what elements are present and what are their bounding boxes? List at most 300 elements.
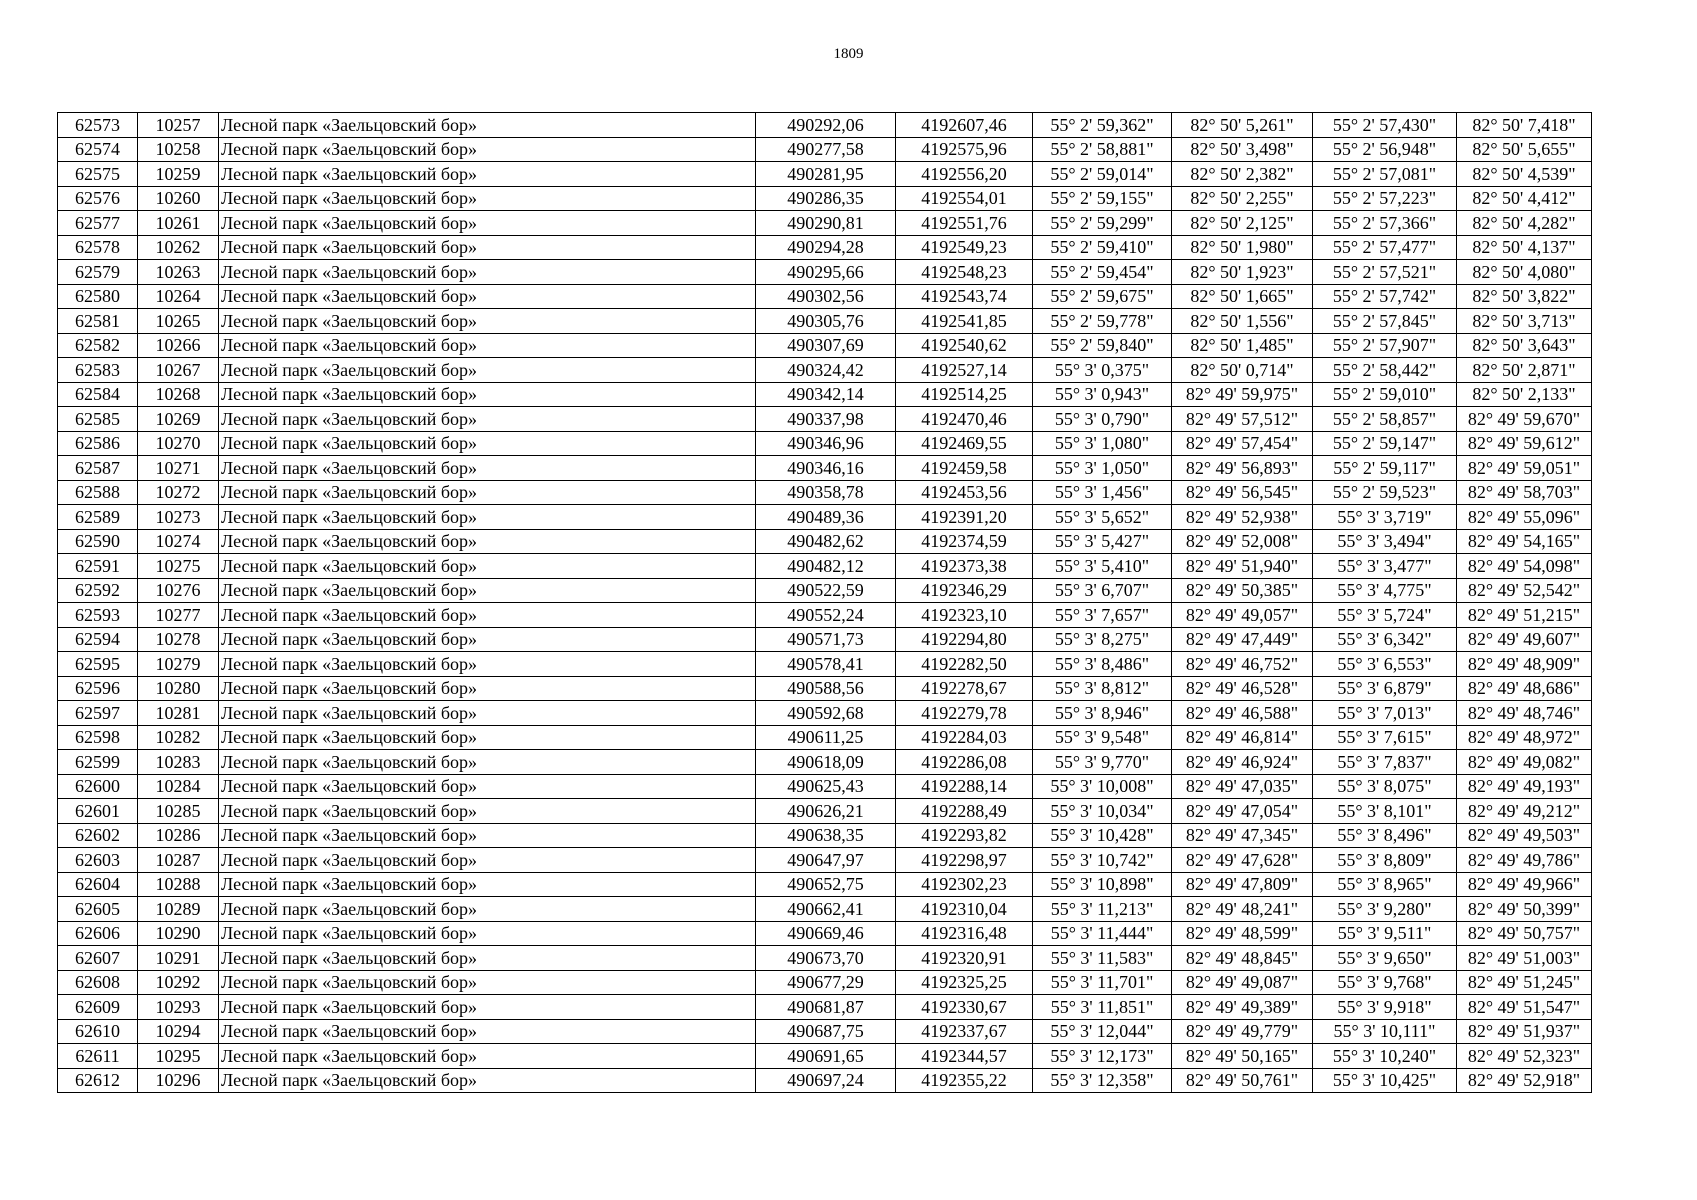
point-number-cell: 10265 (138, 309, 219, 334)
point-number-cell: 10272 (138, 480, 219, 505)
latitude-2-cell: 55° 3' 8,075" (1313, 774, 1457, 799)
point-number-cell: 10283 (138, 750, 219, 775)
row-number-cell: 62610 (58, 1019, 138, 1044)
latitude-1-cell: 55° 3' 0,375" (1033, 358, 1172, 383)
latitude-1-cell: 55° 3' 12,044" (1033, 1019, 1172, 1044)
latitude-1-cell: 55° 3' 1,456" (1033, 480, 1172, 505)
table-row (58, 676, 1592, 701)
table-row (58, 603, 1592, 628)
longitude-1-cell: 82° 49' 52,938" (1172, 505, 1313, 530)
row-number-cell: 62592 (58, 578, 138, 603)
point-number-cell: 10276 (138, 578, 219, 603)
latitude-2-cell: 55° 2' 59,010" (1313, 382, 1457, 407)
object-name-cell: Лесной парк «Заельцовский бор» (219, 897, 756, 922)
longitude-2-cell: 82° 49' 59,051" (1457, 456, 1592, 481)
longitude-2-cell: 82° 49' 52,542" (1457, 578, 1592, 603)
x-coordinate-cell: 490489,36 (756, 505, 896, 530)
object-name-cell: Лесной парк «Заельцовский бор» (219, 1068, 756, 1093)
row-number-cell: 62598 (58, 725, 138, 750)
point-number-cell: 10285 (138, 799, 219, 824)
table-row (58, 921, 1592, 946)
longitude-1-cell: 82° 50' 2,125" (1172, 211, 1313, 236)
y-coordinate-cell: 4192344,57 (896, 1044, 1033, 1069)
y-coordinate-cell: 4192540,62 (896, 333, 1033, 358)
longitude-2-cell: 82° 49' 51,003" (1457, 946, 1592, 971)
x-coordinate-cell: 490611,25 (756, 725, 896, 750)
longitude-1-cell: 82° 49' 56,893" (1172, 456, 1313, 481)
latitude-2-cell: 55° 3' 4,775" (1313, 578, 1457, 603)
y-coordinate-cell: 4192541,85 (896, 309, 1033, 334)
latitude-1-cell: 55° 3' 11,851" (1033, 995, 1172, 1020)
latitude-1-cell: 55° 2' 58,881" (1033, 137, 1172, 162)
latitude-2-cell: 55° 2' 57,366" (1313, 211, 1457, 236)
table-row (58, 1019, 1592, 1044)
table-row (58, 137, 1592, 162)
y-coordinate-cell: 4192279,78 (896, 701, 1033, 726)
y-coordinate-cell: 4192527,14 (896, 358, 1033, 383)
row-number-cell: 62602 (58, 823, 138, 848)
latitude-2-cell: 55° 3' 7,837" (1313, 750, 1457, 775)
longitude-2-cell: 82° 49' 50,757" (1457, 921, 1592, 946)
longitude-2-cell: 82° 49' 49,607" (1457, 627, 1592, 652)
longitude-2-cell: 82° 49' 51,547" (1457, 995, 1592, 1020)
point-number-cell: 10292 (138, 970, 219, 995)
page-number: 1809 (833, 46, 864, 62)
longitude-2-cell: 82° 49' 54,165" (1457, 529, 1592, 554)
x-coordinate-cell: 490588,56 (756, 676, 896, 701)
row-number-cell: 62575 (58, 162, 138, 187)
x-coordinate-cell: 490358,78 (756, 480, 896, 505)
latitude-2-cell: 55° 3' 8,965" (1313, 872, 1457, 897)
object-name-cell: Лесной парк «Заельцовский бор» (219, 431, 756, 456)
row-number-cell: 62586 (58, 431, 138, 456)
point-number-cell: 10289 (138, 897, 219, 922)
point-number-cell: 10257 (138, 113, 219, 138)
table-row (58, 799, 1592, 824)
table-row (58, 113, 1592, 138)
point-number-cell: 10294 (138, 1019, 219, 1044)
latitude-1-cell: 55° 3' 11,583" (1033, 946, 1172, 971)
x-coordinate-cell: 490302,56 (756, 284, 896, 309)
object-name-cell: Лесной парк «Заельцовский бор» (219, 578, 756, 603)
latitude-1-cell: 55° 3' 1,050" (1033, 456, 1172, 481)
x-coordinate-cell: 490346,16 (756, 456, 896, 481)
y-coordinate-cell: 4192323,10 (896, 603, 1033, 628)
longitude-2-cell: 82° 49' 49,503" (1457, 823, 1592, 848)
y-coordinate-cell: 4192310,04 (896, 897, 1033, 922)
y-coordinate-cell: 4192514,25 (896, 382, 1033, 407)
longitude-2-cell: 82° 49' 49,082" (1457, 750, 1592, 775)
table-row (58, 652, 1592, 677)
y-coordinate-cell: 4192554,01 (896, 186, 1033, 211)
latitude-2-cell: 55° 2' 57,081" (1313, 162, 1457, 187)
longitude-1-cell: 82° 49' 48,845" (1172, 946, 1313, 971)
x-coordinate-cell: 490673,70 (756, 946, 896, 971)
latitude-1-cell: 55° 3' 8,812" (1033, 676, 1172, 701)
point-number-cell: 10270 (138, 431, 219, 456)
object-name-cell: Лесной парк «Заельцовский бор» (219, 750, 756, 775)
table-row (58, 235, 1592, 260)
x-coordinate-cell: 490482,12 (756, 554, 896, 579)
x-coordinate-cell: 490286,35 (756, 186, 896, 211)
latitude-1-cell: 55° 2' 59,410" (1033, 235, 1172, 260)
latitude-2-cell: 55° 3' 9,918" (1313, 995, 1457, 1020)
object-name-cell: Лесной парк «Заельцовский бор» (219, 137, 756, 162)
latitude-2-cell: 55° 3' 9,280" (1313, 897, 1457, 922)
latitude-2-cell: 55° 3' 6,553" (1313, 652, 1457, 677)
latitude-2-cell: 55° 3' 9,768" (1313, 970, 1457, 995)
y-coordinate-cell: 4192543,74 (896, 284, 1033, 309)
row-number-cell: 62609 (58, 995, 138, 1020)
longitude-2-cell: 82° 49' 52,323" (1457, 1044, 1592, 1069)
longitude-1-cell: 82° 49' 51,940" (1172, 554, 1313, 579)
longitude-1-cell: 82° 49' 47,449" (1172, 627, 1313, 652)
x-coordinate-cell: 490346,96 (756, 431, 896, 456)
x-coordinate-cell: 490552,24 (756, 603, 896, 628)
object-name-cell: Лесной парк «Заельцовский бор» (219, 799, 756, 824)
point-number-cell: 10295 (138, 1044, 219, 1069)
x-coordinate-cell: 490677,29 (756, 970, 896, 995)
latitude-1-cell: 55° 3' 5,427" (1033, 529, 1172, 554)
latitude-2-cell: 55° 2' 57,430" (1313, 113, 1457, 138)
point-number-cell: 10288 (138, 872, 219, 897)
latitude-1-cell: 55° 3' 11,444" (1033, 921, 1172, 946)
latitude-1-cell: 55° 3' 12,173" (1033, 1044, 1172, 1069)
longitude-2-cell: 82° 50' 3,713" (1457, 309, 1592, 334)
x-coordinate-cell: 490691,65 (756, 1044, 896, 1069)
object-name-cell: Лесной парк «Заельцовский бор» (219, 823, 756, 848)
point-number-cell: 10278 (138, 627, 219, 652)
row-number-cell: 62606 (58, 921, 138, 946)
longitude-1-cell: 82° 50' 3,498" (1172, 137, 1313, 162)
object-name-cell: Лесной парк «Заельцовский бор» (219, 848, 756, 873)
longitude-1-cell: 82° 49' 46,752" (1172, 652, 1313, 677)
row-number-cell: 62600 (58, 774, 138, 799)
row-number-cell: 62581 (58, 309, 138, 334)
point-number-cell: 10259 (138, 162, 219, 187)
y-coordinate-cell: 4192286,08 (896, 750, 1033, 775)
object-name-cell: Лесной парк «Заельцовский бор» (219, 186, 756, 211)
latitude-1-cell: 55° 2' 59,299" (1033, 211, 1172, 236)
y-coordinate-cell: 4192298,97 (896, 848, 1033, 873)
latitude-1-cell: 55° 2' 59,778" (1033, 309, 1172, 334)
object-name-cell: Лесной парк «Заельцовский бор» (219, 725, 756, 750)
latitude-1-cell: 55° 3' 10,742" (1033, 848, 1172, 873)
object-name-cell: Лесной парк «Заельцовский бор» (219, 407, 756, 432)
longitude-1-cell: 82° 49' 49,779" (1172, 1019, 1313, 1044)
coordinates-table (57, 112, 1592, 1093)
longitude-1-cell: 82° 49' 46,924" (1172, 750, 1313, 775)
y-coordinate-cell: 4192470,46 (896, 407, 1033, 432)
longitude-2-cell: 82° 50' 4,282" (1457, 211, 1592, 236)
longitude-1-cell: 82° 50' 1,923" (1172, 260, 1313, 285)
longitude-2-cell: 82° 49' 58,703" (1457, 480, 1592, 505)
point-number-cell: 10269 (138, 407, 219, 432)
row-number-cell: 62590 (58, 529, 138, 554)
row-number-cell: 62576 (58, 186, 138, 211)
x-coordinate-cell: 490592,68 (756, 701, 896, 726)
table-row (58, 627, 1592, 652)
latitude-1-cell: 55° 3' 7,657" (1033, 603, 1172, 628)
x-coordinate-cell: 490647,97 (756, 848, 896, 873)
point-number-cell: 10296 (138, 1068, 219, 1093)
y-coordinate-cell: 4192355,22 (896, 1068, 1033, 1093)
latitude-2-cell: 55° 3' 3,719" (1313, 505, 1457, 530)
point-number-cell: 10261 (138, 211, 219, 236)
latitude-1-cell: 55° 3' 10,428" (1033, 823, 1172, 848)
x-coordinate-cell: 490625,43 (756, 774, 896, 799)
object-name-cell: Лесной парк «Заельцовский бор» (219, 235, 756, 260)
longitude-2-cell: 82° 49' 54,098" (1457, 554, 1592, 579)
y-coordinate-cell: 4192549,23 (896, 235, 1033, 260)
table-row (58, 872, 1592, 897)
latitude-1-cell: 55° 2' 59,362" (1033, 113, 1172, 138)
row-number-cell: 62587 (58, 456, 138, 481)
row-number-cell: 62596 (58, 676, 138, 701)
table-body (58, 113, 1592, 1093)
y-coordinate-cell: 4192346,29 (896, 578, 1033, 603)
latitude-1-cell: 55° 3' 10,034" (1033, 799, 1172, 824)
longitude-2-cell: 82° 50' 2,133" (1457, 382, 1592, 407)
longitude-1-cell: 82° 49' 47,054" (1172, 799, 1313, 824)
longitude-1-cell: 82° 50' 1,980" (1172, 235, 1313, 260)
row-number-cell: 62582 (58, 333, 138, 358)
object-name-cell: Лесной парк «Заельцовский бор» (219, 162, 756, 187)
latitude-2-cell: 55° 2' 57,907" (1313, 333, 1457, 358)
table-row (58, 946, 1592, 971)
x-coordinate-cell: 490482,62 (756, 529, 896, 554)
object-name-cell: Лесной парк «Заельцовский бор» (219, 505, 756, 530)
object-name-cell: Лесной парк «Заельцовский бор» (219, 456, 756, 481)
y-coordinate-cell: 4192453,56 (896, 480, 1033, 505)
y-coordinate-cell: 4192556,20 (896, 162, 1033, 187)
object-name-cell: Лесной парк «Заельцовский бор» (219, 701, 756, 726)
row-number-cell: 62603 (58, 848, 138, 873)
row-number-cell: 62591 (58, 554, 138, 579)
latitude-2-cell: 55° 3' 10,240" (1313, 1044, 1457, 1069)
longitude-1-cell: 82° 49' 59,975" (1172, 382, 1313, 407)
table-row (58, 995, 1592, 1020)
point-number-cell: 10274 (138, 529, 219, 554)
x-coordinate-cell: 490294,28 (756, 235, 896, 260)
point-number-cell: 10268 (138, 382, 219, 407)
object-name-cell: Лесной парк «Заельцовский бор» (219, 284, 756, 309)
x-coordinate-cell: 490281,95 (756, 162, 896, 187)
object-name-cell: Лесной парк «Заельцовский бор» (219, 480, 756, 505)
y-coordinate-cell: 4192325,25 (896, 970, 1033, 995)
table-row (58, 431, 1592, 456)
row-number-cell: 62604 (58, 872, 138, 897)
longitude-2-cell: 82° 49' 49,212" (1457, 799, 1592, 824)
x-coordinate-cell: 490681,87 (756, 995, 896, 1020)
object-name-cell: Лесной парк «Заельцовский бор» (219, 774, 756, 799)
longitude-1-cell: 82° 50' 2,382" (1172, 162, 1313, 187)
longitude-1-cell: 82° 50' 1,556" (1172, 309, 1313, 334)
object-name-cell: Лесной парк «Заельцовский бор» (219, 676, 756, 701)
x-coordinate-cell: 490277,58 (756, 137, 896, 162)
longitude-2-cell: 82° 50' 4,137" (1457, 235, 1592, 260)
object-name-cell: Лесной парк «Заельцовский бор» (219, 652, 756, 677)
point-number-cell: 10291 (138, 946, 219, 971)
longitude-1-cell: 82° 49' 52,008" (1172, 529, 1313, 554)
y-coordinate-cell: 4192278,67 (896, 676, 1033, 701)
point-number-cell: 10263 (138, 260, 219, 285)
point-number-cell: 10271 (138, 456, 219, 481)
table-row (58, 554, 1592, 579)
object-name-cell: Лесной парк «Заельцовский бор» (219, 554, 756, 579)
x-coordinate-cell: 490305,76 (756, 309, 896, 334)
longitude-2-cell: 82° 50' 4,539" (1457, 162, 1592, 187)
row-number-cell: 62612 (58, 1068, 138, 1093)
latitude-1-cell: 55° 2' 59,840" (1033, 333, 1172, 358)
longitude-1-cell: 82° 50' 1,665" (1172, 284, 1313, 309)
y-coordinate-cell: 4192551,76 (896, 211, 1033, 236)
table-row (58, 774, 1592, 799)
longitude-2-cell: 82° 49' 59,612" (1457, 431, 1592, 456)
y-coordinate-cell: 4192288,14 (896, 774, 1033, 799)
longitude-2-cell: 82° 50' 3,822" (1457, 284, 1592, 309)
longitude-1-cell: 82° 50' 5,261" (1172, 113, 1313, 138)
longitude-1-cell: 82° 49' 50,761" (1172, 1068, 1313, 1093)
latitude-1-cell: 55° 3' 8,486" (1033, 652, 1172, 677)
latitude-1-cell: 55° 2' 59,675" (1033, 284, 1172, 309)
table-row (58, 1068, 1592, 1093)
y-coordinate-cell: 4192282,50 (896, 652, 1033, 677)
longitude-2-cell: 82° 50' 4,080" (1457, 260, 1592, 285)
row-number-cell: 62611 (58, 1044, 138, 1069)
table-row (58, 823, 1592, 848)
latitude-1-cell: 55° 3' 8,275" (1033, 627, 1172, 652)
point-number-cell: 10277 (138, 603, 219, 628)
object-name-cell: Лесной парк «Заельцовский бор» (219, 309, 756, 334)
longitude-1-cell: 82° 49' 46,588" (1172, 701, 1313, 726)
y-coordinate-cell: 4192294,80 (896, 627, 1033, 652)
latitude-1-cell: 55° 2' 59,155" (1033, 186, 1172, 211)
latitude-2-cell: 55° 3' 8,809" (1313, 848, 1457, 873)
table-row (58, 578, 1592, 603)
y-coordinate-cell: 4192288,49 (896, 799, 1033, 824)
object-name-cell: Лесной парк «Заельцовский бор» (219, 382, 756, 407)
object-name-cell: Лесной парк «Заельцовский бор» (219, 946, 756, 971)
table-row (58, 848, 1592, 873)
table-row (58, 333, 1592, 358)
row-number-cell: 62595 (58, 652, 138, 677)
y-coordinate-cell: 4192373,38 (896, 554, 1033, 579)
x-coordinate-cell: 490522,59 (756, 578, 896, 603)
table-row (58, 260, 1592, 285)
latitude-2-cell: 55° 3' 9,511" (1313, 921, 1457, 946)
latitude-1-cell: 55° 3' 6,707" (1033, 578, 1172, 603)
row-number-cell: 62578 (58, 235, 138, 260)
row-number-cell: 62584 (58, 382, 138, 407)
longitude-2-cell: 82° 50' 4,412" (1457, 186, 1592, 211)
object-name-cell: Лесной парк «Заельцовский бор» (219, 1044, 756, 1069)
x-coordinate-cell: 490626,21 (756, 799, 896, 824)
row-number-cell: 62588 (58, 480, 138, 505)
latitude-2-cell: 55° 3' 10,425" (1313, 1068, 1457, 1093)
longitude-2-cell: 82° 49' 51,245" (1457, 970, 1592, 995)
table-row (58, 382, 1592, 407)
point-number-cell: 10258 (138, 137, 219, 162)
y-coordinate-cell: 4192391,20 (896, 505, 1033, 530)
longitude-1-cell: 82° 49' 48,241" (1172, 897, 1313, 922)
point-number-cell: 10280 (138, 676, 219, 701)
latitude-1-cell: 55° 2' 59,014" (1033, 162, 1172, 187)
latitude-2-cell: 55° 3' 6,342" (1313, 627, 1457, 652)
latitude-2-cell: 55° 3' 6,879" (1313, 676, 1457, 701)
longitude-1-cell: 82° 50' 0,714" (1172, 358, 1313, 383)
latitude-2-cell: 55° 3' 9,650" (1313, 946, 1457, 971)
longitude-1-cell: 82° 49' 46,528" (1172, 676, 1313, 701)
row-number-cell: 62580 (58, 284, 138, 309)
point-number-cell: 10279 (138, 652, 219, 677)
table-row (58, 358, 1592, 383)
object-name-cell: Лесной парк «Заельцовский бор» (219, 211, 756, 236)
table-row (58, 407, 1592, 432)
y-coordinate-cell: 4192374,59 (896, 529, 1033, 554)
latitude-1-cell: 55° 3' 9,770" (1033, 750, 1172, 775)
table-row (58, 701, 1592, 726)
latitude-2-cell: 55° 3' 3,494" (1313, 529, 1457, 554)
point-number-cell: 10260 (138, 186, 219, 211)
latitude-2-cell: 55° 2' 56,948" (1313, 137, 1457, 162)
table-row (58, 725, 1592, 750)
x-coordinate-cell: 490662,41 (756, 897, 896, 922)
longitude-2-cell: 82° 50' 7,418" (1457, 113, 1592, 138)
longitude-1-cell: 82° 49' 57,454" (1172, 431, 1313, 456)
longitude-2-cell: 82° 49' 49,786" (1457, 848, 1592, 873)
row-number-cell: 62574 (58, 137, 138, 162)
point-number-cell: 10281 (138, 701, 219, 726)
point-number-cell: 10264 (138, 284, 219, 309)
longitude-1-cell: 82° 49' 47,345" (1172, 823, 1313, 848)
x-coordinate-cell: 490295,66 (756, 260, 896, 285)
object-name-cell: Лесной парк «Заельцовский бор» (219, 970, 756, 995)
latitude-1-cell: 55° 3' 10,008" (1033, 774, 1172, 799)
latitude-2-cell: 55° 2' 57,742" (1313, 284, 1457, 309)
table-row (58, 480, 1592, 505)
latitude-2-cell: 55° 3' 10,111" (1313, 1019, 1457, 1044)
point-number-cell: 10284 (138, 774, 219, 799)
x-coordinate-cell: 490618,09 (756, 750, 896, 775)
y-coordinate-cell: 4192337,67 (896, 1019, 1033, 1044)
point-number-cell: 10290 (138, 921, 219, 946)
longitude-2-cell: 82° 50' 5,655" (1457, 137, 1592, 162)
x-coordinate-cell: 490324,42 (756, 358, 896, 383)
latitude-2-cell: 55° 3' 7,013" (1313, 701, 1457, 726)
x-coordinate-cell: 490638,35 (756, 823, 896, 848)
row-number-cell: 62573 (58, 113, 138, 138)
table-row (58, 897, 1592, 922)
latitude-1-cell: 55° 3' 0,943" (1033, 382, 1172, 407)
row-number-cell: 62599 (58, 750, 138, 775)
latitude-1-cell: 55° 3' 1,080" (1033, 431, 1172, 456)
row-number-cell: 62594 (58, 627, 138, 652)
row-number-cell: 62589 (58, 505, 138, 530)
object-name-cell: Лесной парк «Заельцовский бор» (219, 260, 756, 285)
latitude-2-cell: 55° 3' 5,724" (1313, 603, 1457, 628)
longitude-1-cell: 82° 49' 49,389" (1172, 995, 1313, 1020)
latitude-1-cell: 55° 3' 5,652" (1033, 505, 1172, 530)
row-number-cell: 62597 (58, 701, 138, 726)
latitude-1-cell: 55° 3' 12,358" (1033, 1068, 1172, 1093)
y-coordinate-cell: 4192548,23 (896, 260, 1033, 285)
longitude-1-cell: 82° 49' 56,545" (1172, 480, 1313, 505)
latitude-1-cell: 55° 3' 11,213" (1033, 897, 1172, 922)
longitude-1-cell: 82° 49' 57,512" (1172, 407, 1313, 432)
point-number-cell: 10273 (138, 505, 219, 530)
object-name-cell: Лесной парк «Заельцовский бор» (219, 921, 756, 946)
